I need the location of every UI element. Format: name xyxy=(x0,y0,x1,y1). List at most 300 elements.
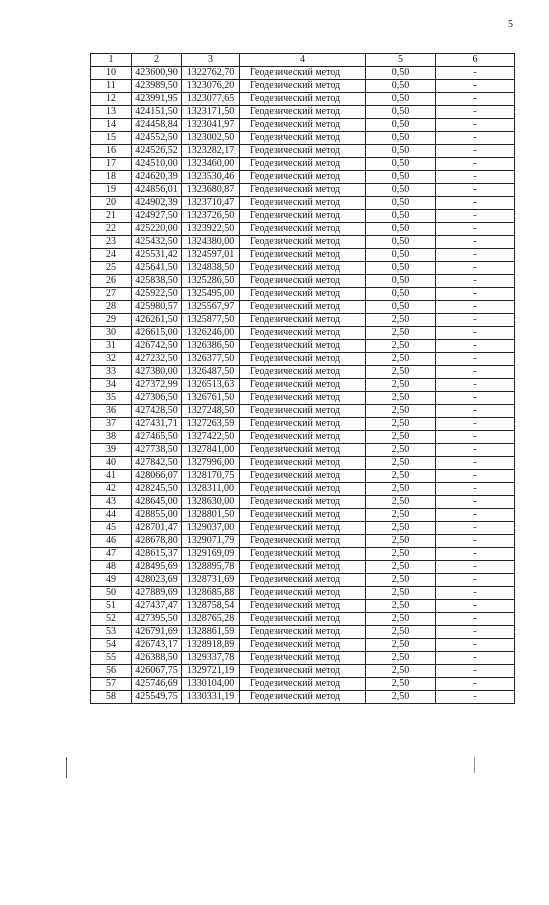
table-row xyxy=(91,379,515,392)
x-coordinate-cell: 428678,80 xyxy=(132,535,182,548)
accuracy-cell: 0,50 xyxy=(366,67,436,80)
x-coordinate-cell: 428023,69 xyxy=(132,574,182,587)
point-number-cell: 31 xyxy=(91,340,132,353)
point-number-cell: 32 xyxy=(91,353,132,366)
accuracy-cell: 2,50 xyxy=(366,652,436,665)
y-coordinate-cell: 1325877,50 xyxy=(182,314,240,327)
point-number-cell: 43 xyxy=(91,496,132,509)
note-cell: - xyxy=(436,431,515,444)
table-row xyxy=(91,145,515,158)
table-row xyxy=(91,249,515,262)
note-cell: - xyxy=(436,184,515,197)
point-number-cell: 34 xyxy=(91,379,132,392)
note-cell: - xyxy=(436,392,515,405)
accuracy-cell: 0,50 xyxy=(366,197,436,210)
accuracy-cell: 0,50 xyxy=(366,249,436,262)
point-number-cell: 48 xyxy=(91,561,132,574)
accuracy-cell: 0,50 xyxy=(366,132,436,145)
header-cell: 2 xyxy=(132,54,182,67)
x-coordinate-cell: 427232,50 xyxy=(132,353,182,366)
y-coordinate-cell: 1328758,54 xyxy=(182,600,240,613)
header-cell: 6 xyxy=(436,54,515,67)
header-cell: 5 xyxy=(366,54,436,67)
table-row xyxy=(91,353,515,366)
point-number-cell: 11 xyxy=(91,80,132,93)
table-row xyxy=(91,366,515,379)
method-cell: Геодезический метод xyxy=(240,106,366,119)
accuracy-cell: 2,50 xyxy=(366,522,436,535)
x-coordinate-cell: 426615,00 xyxy=(132,327,182,340)
y-coordinate-cell: 1326487,50 xyxy=(182,366,240,379)
x-coordinate-cell: 427431,71 xyxy=(132,418,182,431)
accuracy-cell: 2,50 xyxy=(366,431,436,444)
y-coordinate-cell: 1330104,00 xyxy=(182,678,240,691)
note-cell: - xyxy=(436,145,515,158)
y-coordinate-cell: 1323922,50 xyxy=(182,223,240,236)
x-coordinate-cell: 427842,50 xyxy=(132,457,182,470)
x-coordinate-cell: 427889,69 xyxy=(132,587,182,600)
table-row xyxy=(91,158,515,171)
point-number-cell: 58 xyxy=(91,691,132,704)
x-coordinate-cell: 423989,50 xyxy=(132,80,182,93)
y-coordinate-cell: 1329169,09 xyxy=(182,548,240,561)
accuracy-cell: 2,50 xyxy=(366,600,436,613)
accuracy-cell: 2,50 xyxy=(366,691,436,704)
y-coordinate-cell: 1329337,78 xyxy=(182,652,240,665)
method-cell: Геодезический метод xyxy=(240,691,366,704)
accuracy-cell: 0,50 xyxy=(366,171,436,184)
method-cell: Геодезический метод xyxy=(240,444,366,457)
method-cell: Геодезический метод xyxy=(240,158,366,171)
y-coordinate-cell: 1326386,50 xyxy=(182,340,240,353)
table-row xyxy=(91,678,515,691)
point-number-cell: 36 xyxy=(91,405,132,418)
point-number-cell: 15 xyxy=(91,132,132,145)
method-cell: Геодезический метод xyxy=(240,379,366,392)
accuracy-cell: 2,50 xyxy=(366,535,436,548)
note-cell: - xyxy=(436,678,515,691)
point-number-cell: 27 xyxy=(91,288,132,301)
x-coordinate-cell: 427395,50 xyxy=(132,613,182,626)
note-cell: - xyxy=(436,197,515,210)
method-cell: Геодезический метод xyxy=(240,522,366,535)
x-coordinate-cell: 426261,50 xyxy=(132,314,182,327)
y-coordinate-cell: 1328685,88 xyxy=(182,587,240,600)
y-coordinate-cell: 1324597,01 xyxy=(182,249,240,262)
x-coordinate-cell: 425746,69 xyxy=(132,678,182,691)
x-coordinate-cell: 427428,50 xyxy=(132,405,182,418)
note-cell: - xyxy=(436,366,515,379)
accuracy-cell: 2,50 xyxy=(366,314,436,327)
x-coordinate-cell: 424510,00 xyxy=(132,158,182,171)
point-number-cell: 45 xyxy=(91,522,132,535)
x-coordinate-cell: 425432,50 xyxy=(132,236,182,249)
accuracy-cell: 0,50 xyxy=(366,184,436,197)
y-coordinate-cell: 1328731,69 xyxy=(182,574,240,587)
y-coordinate-cell: 1323041,97 xyxy=(182,119,240,132)
y-coordinate-cell: 1327996,00 xyxy=(182,457,240,470)
accuracy-cell: 2,50 xyxy=(366,574,436,587)
y-coordinate-cell: 1327841,00 xyxy=(182,444,240,457)
x-coordinate-cell: 424151,50 xyxy=(132,106,182,119)
x-coordinate-cell: 424526,52 xyxy=(132,145,182,158)
y-coordinate-cell: 1326377,50 xyxy=(182,353,240,366)
y-coordinate-cell: 1328801,50 xyxy=(182,509,240,522)
x-coordinate-cell: 423600,90 xyxy=(132,67,182,80)
note-cell: - xyxy=(436,535,515,548)
accuracy-cell: 0,50 xyxy=(366,119,436,132)
method-cell: Геодезический метод xyxy=(240,210,366,223)
x-coordinate-cell: 428701,47 xyxy=(132,522,182,535)
table-row xyxy=(91,275,515,288)
point-number-cell: 54 xyxy=(91,639,132,652)
table-row xyxy=(91,106,515,119)
accuracy-cell: 2,50 xyxy=(366,392,436,405)
accuracy-cell: 0,50 xyxy=(366,106,436,119)
accuracy-cell: 0,50 xyxy=(366,262,436,275)
table-body xyxy=(91,67,515,704)
header-cell: 1 xyxy=(91,54,132,67)
method-cell: Геодезический метод xyxy=(240,626,366,639)
x-coordinate-cell: 423991,95 xyxy=(132,93,182,106)
method-cell: Геодезический метод xyxy=(240,639,366,652)
accuracy-cell: 2,50 xyxy=(366,626,436,639)
method-cell: Геодезический метод xyxy=(240,119,366,132)
table-row xyxy=(91,301,515,314)
x-coordinate-cell: 428495,69 xyxy=(132,561,182,574)
table-row xyxy=(91,548,515,561)
table-row xyxy=(91,561,515,574)
table-row xyxy=(91,626,515,639)
x-coordinate-cell: 427306,50 xyxy=(132,392,182,405)
note-cell: - xyxy=(436,613,515,626)
y-coordinate-cell: 1329071,79 xyxy=(182,535,240,548)
point-number-cell: 26 xyxy=(91,275,132,288)
note-cell: - xyxy=(436,119,515,132)
method-cell: Геодезический метод xyxy=(240,392,366,405)
y-coordinate-cell: 1329037,00 xyxy=(182,522,240,535)
y-coordinate-cell: 1328895,78 xyxy=(182,561,240,574)
point-number-cell: 55 xyxy=(91,652,132,665)
point-number-cell: 35 xyxy=(91,392,132,405)
point-number-cell: 52 xyxy=(91,613,132,626)
y-coordinate-cell: 1325567,97 xyxy=(182,301,240,314)
y-coordinate-cell: 1327248,50 xyxy=(182,405,240,418)
note-cell: - xyxy=(436,509,515,522)
scan-mark-right xyxy=(474,757,475,773)
table-row xyxy=(91,236,515,249)
note-cell: - xyxy=(436,418,515,431)
scan-mark-left xyxy=(66,757,67,778)
y-coordinate-cell: 1329721,19 xyxy=(182,665,240,678)
accuracy-cell: 2,50 xyxy=(366,470,436,483)
point-number-cell: 41 xyxy=(91,470,132,483)
header-cell: 3 xyxy=(182,54,240,67)
method-cell: Геодезический метод xyxy=(240,80,366,93)
page-number: 5 xyxy=(508,19,513,30)
x-coordinate-cell: 428645,00 xyxy=(132,496,182,509)
point-number-cell: 33 xyxy=(91,366,132,379)
y-coordinate-cell: 1328170,75 xyxy=(182,470,240,483)
x-coordinate-cell: 426067,75 xyxy=(132,665,182,678)
point-number-cell: 19 xyxy=(91,184,132,197)
x-coordinate-cell: 425220,00 xyxy=(132,223,182,236)
method-cell: Геодезический метод xyxy=(240,431,366,444)
accuracy-cell: 2,50 xyxy=(366,483,436,496)
note-cell: - xyxy=(436,639,515,652)
y-coordinate-cell: 1323530,46 xyxy=(182,171,240,184)
table-row xyxy=(91,613,515,626)
accuracy-cell: 2,50 xyxy=(366,509,436,522)
method-cell: Геодезический метод xyxy=(240,535,366,548)
note-cell: - xyxy=(436,574,515,587)
accuracy-cell: 0,50 xyxy=(366,236,436,249)
note-cell: - xyxy=(436,236,515,249)
note-cell: - xyxy=(436,301,515,314)
x-coordinate-cell: 424927,50 xyxy=(132,210,182,223)
method-cell: Геодезический метод xyxy=(240,652,366,665)
table-row xyxy=(91,483,515,496)
point-number-cell: 24 xyxy=(91,249,132,262)
accuracy-cell: 2,50 xyxy=(366,665,436,678)
accuracy-cell: 0,50 xyxy=(366,145,436,158)
x-coordinate-cell: 425641,50 xyxy=(132,262,182,275)
note-cell: - xyxy=(436,561,515,574)
accuracy-cell: 2,50 xyxy=(366,639,436,652)
accuracy-cell: 0,50 xyxy=(366,93,436,106)
table-row xyxy=(91,535,515,548)
note-cell: - xyxy=(436,93,515,106)
note-cell: - xyxy=(436,379,515,392)
table-row xyxy=(91,80,515,93)
table-row xyxy=(91,457,515,470)
note-cell: - xyxy=(436,340,515,353)
y-coordinate-cell: 1330331,19 xyxy=(182,691,240,704)
point-number-cell: 50 xyxy=(91,587,132,600)
table-row xyxy=(91,210,515,223)
accuracy-cell: 2,50 xyxy=(366,548,436,561)
table-row xyxy=(91,262,515,275)
accuracy-cell: 2,50 xyxy=(366,587,436,600)
note-cell: - xyxy=(436,691,515,704)
note-cell: - xyxy=(436,262,515,275)
note-cell: - xyxy=(436,171,515,184)
accuracy-cell: 2,50 xyxy=(366,457,436,470)
note-cell: - xyxy=(436,314,515,327)
table-row xyxy=(91,171,515,184)
table-row xyxy=(91,574,515,587)
accuracy-cell: 0,50 xyxy=(366,288,436,301)
table-row xyxy=(91,184,515,197)
note-cell: - xyxy=(436,327,515,340)
accuracy-cell: 2,50 xyxy=(366,418,436,431)
table-row xyxy=(91,223,515,236)
note-cell: - xyxy=(436,249,515,262)
method-cell: Геодезический метод xyxy=(240,353,366,366)
point-number-cell: 18 xyxy=(91,171,132,184)
y-coordinate-cell: 1323002,50 xyxy=(182,132,240,145)
y-coordinate-cell: 1323680,87 xyxy=(182,184,240,197)
point-number-cell: 42 xyxy=(91,483,132,496)
point-number-cell: 47 xyxy=(91,548,132,561)
point-number-cell: 29 xyxy=(91,314,132,327)
note-cell: - xyxy=(436,457,515,470)
method-cell: Геодезический метод xyxy=(240,418,366,431)
point-number-cell: 28 xyxy=(91,301,132,314)
note-cell: - xyxy=(436,106,515,119)
note-cell: - xyxy=(436,80,515,93)
table-row xyxy=(91,665,515,678)
note-cell: - xyxy=(436,288,515,301)
accuracy-cell: 0,50 xyxy=(366,210,436,223)
point-number-cell: 14 xyxy=(91,119,132,132)
table-row xyxy=(91,444,515,457)
accuracy-cell: 2,50 xyxy=(366,327,436,340)
method-cell: Геодезический метод xyxy=(240,223,366,236)
x-coordinate-cell: 428615,37 xyxy=(132,548,182,561)
note-cell: - xyxy=(436,210,515,223)
method-cell: Геодезический метод xyxy=(240,184,366,197)
method-cell: Геодезический метод xyxy=(240,275,366,288)
y-coordinate-cell: 1323460,00 xyxy=(182,158,240,171)
coordinates-table xyxy=(90,53,515,704)
point-number-cell: 22 xyxy=(91,223,132,236)
point-number-cell: 12 xyxy=(91,93,132,106)
method-cell: Геодезический метод xyxy=(240,561,366,574)
table-row xyxy=(91,392,515,405)
y-coordinate-cell: 1328630,00 xyxy=(182,496,240,509)
x-coordinate-cell: 424902,39 xyxy=(132,197,182,210)
x-coordinate-cell: 424458,84 xyxy=(132,119,182,132)
table-row xyxy=(91,470,515,483)
x-coordinate-cell: 427437,47 xyxy=(132,600,182,613)
accuracy-cell: 2,50 xyxy=(366,561,436,574)
x-coordinate-cell: 427380,00 xyxy=(132,366,182,379)
point-number-cell: 30 xyxy=(91,327,132,340)
x-coordinate-cell: 424620,39 xyxy=(132,171,182,184)
table-row xyxy=(91,327,515,340)
accuracy-cell: 2,50 xyxy=(366,613,436,626)
point-number-cell: 46 xyxy=(91,535,132,548)
method-cell: Геодезический метод xyxy=(240,197,366,210)
method-cell: Геодезический метод xyxy=(240,548,366,561)
table-header-row xyxy=(91,54,515,67)
point-number-cell: 53 xyxy=(91,626,132,639)
point-number-cell: 17 xyxy=(91,158,132,171)
note-cell: - xyxy=(436,626,515,639)
note-cell: - xyxy=(436,483,515,496)
method-cell: Геодезический метод xyxy=(240,509,366,522)
y-coordinate-cell: 1326761,50 xyxy=(182,392,240,405)
table-row xyxy=(91,431,515,444)
table-row xyxy=(91,587,515,600)
point-number-cell: 38 xyxy=(91,431,132,444)
accuracy-cell: 2,50 xyxy=(366,353,436,366)
method-cell: Геодезический метод xyxy=(240,587,366,600)
note-cell: - xyxy=(436,353,515,366)
accuracy-cell: 0,50 xyxy=(366,275,436,288)
method-cell: Геодезический метод xyxy=(240,67,366,80)
method-cell: Геодезический метод xyxy=(240,483,366,496)
x-coordinate-cell: 428066,07 xyxy=(132,470,182,483)
header-cell: 4 xyxy=(240,54,366,67)
table-row xyxy=(91,93,515,106)
note-cell: - xyxy=(436,470,515,483)
point-number-cell: 10 xyxy=(91,67,132,80)
table-row xyxy=(91,288,515,301)
point-number-cell: 44 xyxy=(91,509,132,522)
table-row xyxy=(91,405,515,418)
method-cell: Геодезический метод xyxy=(240,236,366,249)
x-coordinate-cell: 424552,50 xyxy=(132,132,182,145)
table-row xyxy=(91,522,515,535)
method-cell: Геодезический метод xyxy=(240,132,366,145)
table-row xyxy=(91,418,515,431)
x-coordinate-cell: 428855,00 xyxy=(132,509,182,522)
y-coordinate-cell: 1324380,00 xyxy=(182,236,240,249)
y-coordinate-cell: 1326246,00 xyxy=(182,327,240,340)
note-cell: - xyxy=(436,67,515,80)
accuracy-cell: 0,50 xyxy=(366,223,436,236)
table-row xyxy=(91,639,515,652)
accuracy-cell: 0,50 xyxy=(366,80,436,93)
table-row xyxy=(91,496,515,509)
y-coordinate-cell: 1323710,47 xyxy=(182,197,240,210)
method-cell: Геодезический метод xyxy=(240,145,366,158)
y-coordinate-cell: 1325286,50 xyxy=(182,275,240,288)
point-number-cell: 57 xyxy=(91,678,132,691)
method-cell: Геодезический метод xyxy=(240,262,366,275)
method-cell: Геодезический метод xyxy=(240,678,366,691)
method-cell: Геодезический метод xyxy=(240,327,366,340)
point-number-cell: 23 xyxy=(91,236,132,249)
table-row xyxy=(91,314,515,327)
y-coordinate-cell: 1328311,00 xyxy=(182,483,240,496)
method-cell: Геодезический метод xyxy=(240,340,366,353)
point-number-cell: 25 xyxy=(91,262,132,275)
x-coordinate-cell: 424856,01 xyxy=(132,184,182,197)
y-coordinate-cell: 1323171,50 xyxy=(182,106,240,119)
point-number-cell: 37 xyxy=(91,418,132,431)
method-cell: Геодезический метод xyxy=(240,496,366,509)
accuracy-cell: 2,50 xyxy=(366,444,436,457)
y-coordinate-cell: 1323282,17 xyxy=(182,145,240,158)
method-cell: Геодезический метод xyxy=(240,93,366,106)
y-coordinate-cell: 1328861,59 xyxy=(182,626,240,639)
x-coordinate-cell: 426743,17 xyxy=(132,639,182,652)
accuracy-cell: 0,50 xyxy=(366,301,436,314)
note-cell: - xyxy=(436,665,515,678)
table-row xyxy=(91,340,515,353)
point-number-cell: 16 xyxy=(91,145,132,158)
method-cell: Геодезический метод xyxy=(240,314,366,327)
point-number-cell: 20 xyxy=(91,197,132,210)
x-coordinate-cell: 427465,50 xyxy=(132,431,182,444)
y-coordinate-cell: 1322762,70 xyxy=(182,67,240,80)
point-number-cell: 39 xyxy=(91,444,132,457)
table-row xyxy=(91,652,515,665)
y-coordinate-cell: 1324838,50 xyxy=(182,262,240,275)
note-cell: - xyxy=(436,132,515,145)
x-coordinate-cell: 426791,69 xyxy=(132,626,182,639)
method-cell: Геодезический метод xyxy=(240,249,366,262)
table-row xyxy=(91,600,515,613)
method-cell: Геодезический метод xyxy=(240,600,366,613)
y-coordinate-cell: 1328918,89 xyxy=(182,639,240,652)
accuracy-cell: 2,50 xyxy=(366,366,436,379)
x-coordinate-cell: 428245,50 xyxy=(132,483,182,496)
note-cell: - xyxy=(436,275,515,288)
